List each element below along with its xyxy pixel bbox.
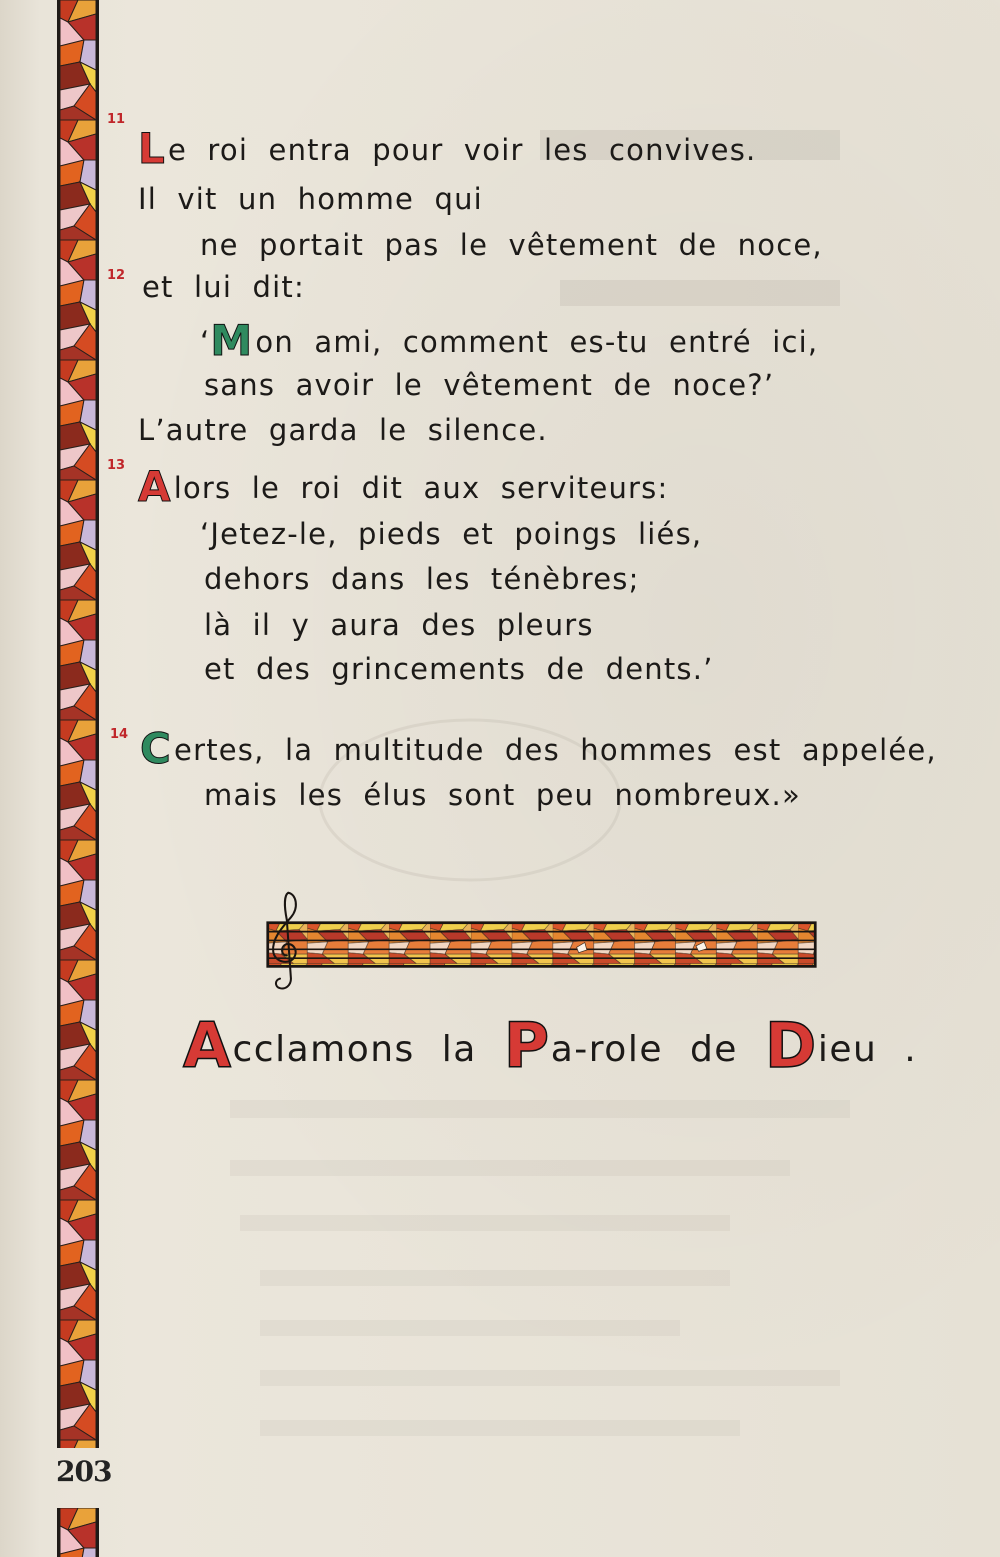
- verse-number: 14: [110, 727, 129, 742]
- verse-number: 12: [107, 268, 126, 283]
- verse-line: ne portait pas le vêtement de noce,: [200, 228, 823, 262]
- word-rest: a-role: [550, 1029, 663, 1070]
- word-rest: ieu: [817, 1029, 878, 1070]
- red-initial: A: [183, 1009, 233, 1082]
- line-text: ertes, la multitude des hommes est appelée,: [174, 733, 937, 767]
- verse-line: mais les élus sont peu nombreux.»: [204, 778, 801, 812]
- verse-number: 13: [107, 458, 126, 473]
- line-text: e roi entra pour voir les convives.: [167, 133, 757, 167]
- final-period: .: [904, 1029, 918, 1070]
- word-rest: cclamons: [232, 1029, 415, 1070]
- drop-initial: C: [140, 724, 173, 773]
- drop-initial: A: [138, 462, 172, 511]
- acclamation-word: de: [689, 1029, 738, 1070]
- line-text: lors le roi dit aux serviteurs:: [173, 471, 669, 505]
- verse-line: là il y aura des pleurs: [204, 608, 594, 642]
- stained-glass-staff: [138, 920, 945, 995]
- verse-line: et lui dit:: [142, 270, 305, 304]
- verse-line: L’autre garda le silence.: [138, 413, 548, 447]
- verse-line: [138, 124, 757, 173]
- acclamation-word: la: [441, 1029, 477, 1070]
- verse-line: sans avoir le vêtement de noce?’: [204, 368, 775, 402]
- acclamation-word: [503, 1009, 663, 1082]
- verse-line: [138, 462, 669, 511]
- verse-line: [200, 316, 819, 365]
- red-initial: P: [503, 1009, 551, 1082]
- acclamation-word: [183, 1009, 415, 1082]
- verse-line: ‘Jetez-le, pieds et poings liés,: [200, 517, 703, 551]
- verse-line: dehors dans les ténèbres;: [204, 562, 640, 596]
- drop-initial: L: [138, 124, 166, 173]
- gospel-acclamation: [183, 1009, 918, 1082]
- line-text: on ami, comment es-tu entré ici,: [255, 325, 819, 359]
- verse-line: Il vit un homme qui: [138, 182, 483, 216]
- drop-initial: M: [210, 316, 254, 365]
- stained-glass-border: [57, 0, 99, 1448]
- red-initial: D: [764, 1009, 818, 1082]
- acclamation-word: [764, 1009, 878, 1082]
- quote-mark: ‘: [200, 325, 211, 359]
- verse-number: 11: [107, 112, 126, 127]
- verse-line: et des grincements de dents.’: [204, 652, 714, 686]
- page-number: 203: [56, 1455, 112, 1488]
- verse-line: [140, 724, 937, 773]
- stained-glass-border-bottom: [57, 1508, 99, 1557]
